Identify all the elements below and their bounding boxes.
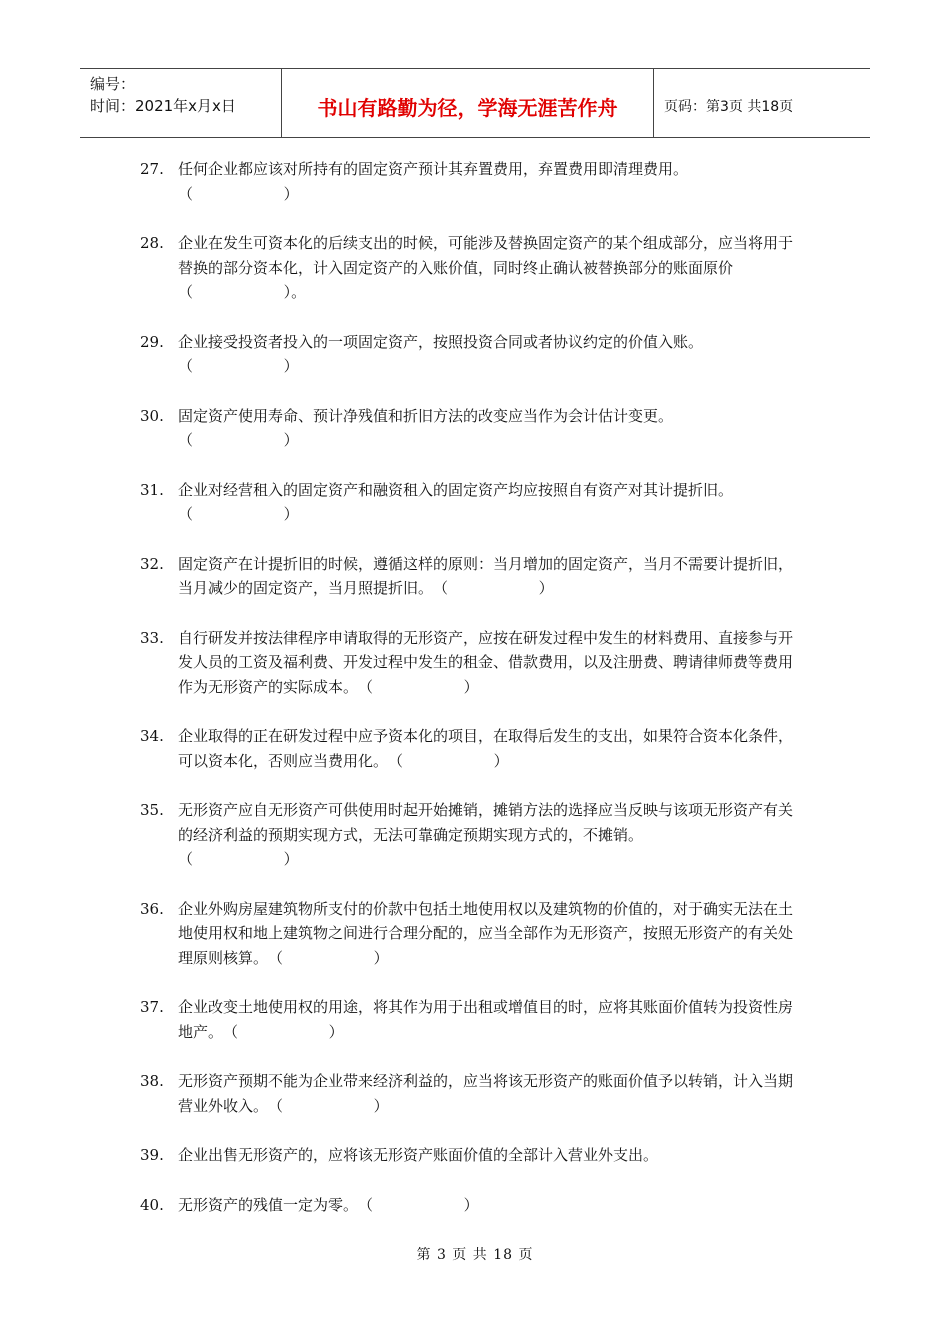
question-body	[178, 995, 800, 1044]
question-body	[178, 626, 800, 700]
page-footer: 第 3 页 共 18 页	[416, 1247, 534, 1263]
time-label: 时间：2021年x月x日	[90, 97, 236, 115]
question-number: 34.	[140, 727, 164, 745]
question-text: 任何企业都应该对所持有的固定资产预计其弃置费用，弃置费用即清理费用。	[178, 160, 689, 178]
answer-blank[interactable]: （ ）	[178, 184, 299, 203]
answer-blank[interactable]: （ ）	[178, 505, 299, 523]
question-text: 企业接受投资者投入的一项固定资产，按照投资合同或者协议约定的价值入账。	[178, 332, 704, 351]
question-text: 无形资产的残值一定为零。	[178, 1195, 359, 1214]
answer-blank[interactable]: （ ）	[268, 1096, 389, 1115]
answer-blank[interactable]: （ ）	[358, 1195, 479, 1214]
answer-blank[interactable]: （ ）	[433, 579, 554, 597]
answer-blank[interactable]: （ ）	[358, 677, 479, 696]
question-number: 29.	[140, 332, 164, 351]
question-text: 无形资产应自无形资产可供使用时起开始摊销，摊销方法的选择应当反映与该项无形资产有关的经济利益的预期实现方式，无法可靠确定预期实现方式的，不摊销。	[178, 801, 794, 844]
answer-blank[interactable]: （ ）	[178, 431, 299, 449]
question-text: 固定资产在计提折旧的时候，遵循这样的原则：当月增加的固定资产，当月不需要计提折旧，当月减少的固定资产，当月照提折旧。	[178, 554, 794, 597]
question-text: 企业外购房屋建筑物所支付的价款中包括土地使用权以及建筑物的价值的，对于确实无法在土地使用权和地上建筑物之间进行合理分配的，应当全部作为无形资产，按照无形资产的有关处理原则核算。	[178, 899, 794, 967]
question-number: 32.	[140, 554, 164, 573]
page-header	[80, 68, 870, 138]
question-number: 38.	[140, 1072, 164, 1090]
serial-label: 编号：	[90, 75, 136, 93]
question-item	[140, 626, 800, 700]
question-number: 31.	[140, 480, 164, 499]
question-item	[140, 552, 800, 601]
header-page-label: 页码：第3页 共18页	[664, 99, 794, 115]
question-item	[140, 897, 800, 971]
question-number: 39.	[140, 1146, 164, 1164]
question-body	[178, 724, 800, 773]
question-body	[178, 552, 800, 601]
question-number: 33.	[140, 628, 164, 647]
question-number: 36.	[140, 899, 164, 918]
question-item	[140, 798, 800, 872]
question-text: 无形资产预期不能为企业带来经济利益的，应当将该无形资产的账面价值予以转销，计入当期营业外收入。	[178, 1072, 794, 1115]
question-body	[178, 231, 800, 305]
answer-blank[interactable]: （ ）。	[178, 283, 307, 301]
question-text: 企业取得的正在研发过程中应予资本化的项目，在取得后发生的支出，如果符合资本化条件，可以资本化，否则应当费用化。	[178, 727, 794, 770]
question-item	[140, 404, 800, 453]
question-item	[140, 157, 800, 206]
answer-blank[interactable]: （ ）	[178, 357, 299, 375]
answer-blank[interactable]: （ ）	[223, 1022, 344, 1041]
answer-blank[interactable]: （ ）	[268, 948, 389, 967]
question-item	[140, 330, 800, 379]
question-number: 27.	[140, 160, 164, 178]
question-list	[140, 157, 800, 1242]
header-motto: 书山有路勤为径，学海无涯苦作舟	[282, 69, 654, 137]
question-item	[140, 995, 800, 1044]
question-body	[178, 798, 800, 872]
question-text: 企业在发生可资本化的后续支出的时候，可能涉及替换固定资产的某个组成部分，应当将用于替换的部分资本化，计入固定资产的入账价值，同时终止确认被替换部分的账面原价	[178, 234, 794, 277]
question-item	[140, 1069, 800, 1118]
question-item	[140, 1143, 800, 1168]
question-item	[140, 478, 800, 527]
question-body	[178, 1193, 800, 1218]
question-number: 35.	[140, 801, 164, 819]
question-number: 37.	[140, 998, 164, 1016]
question-text: 企业出售无形资产的，应将该无形资产账面价值的全部计入营业外支出。	[178, 1146, 659, 1164]
question-body	[178, 404, 800, 453]
question-item	[140, 1193, 800, 1218]
question-body	[178, 478, 800, 527]
question-text: 固定资产使用寿命、预计净残值和折旧方法的改变应当作为会计估计变更。	[178, 406, 674, 425]
question-body	[178, 157, 800, 206]
header-meta	[80, 69, 282, 137]
question-body	[178, 330, 800, 379]
question-number: 28.	[140, 234, 164, 252]
question-body	[178, 1069, 800, 1118]
question-body	[178, 1143, 800, 1168]
question-item	[140, 231, 800, 305]
question-number: 30.	[140, 406, 164, 425]
question-text: 自行研发并按法律程序申请取得的无形资产，应按在研发过程中发生的材料费用、直接参与开发人员的工资及福利费、开发过程中发生的租金、借款费用，以及注册费、聘请律师费等费用作为无形资产的实际成本。	[178, 628, 794, 696]
question-item	[140, 724, 800, 773]
answer-blank[interactable]: （ ）	[178, 850, 299, 868]
question-body	[178, 897, 800, 971]
question-text: 企业对经营租入的固定资产和融资租入的固定资产均应按照自有资产对其计提折旧。	[178, 480, 734, 499]
answer-blank[interactable]: （ ）	[388, 751, 509, 770]
question-number: 40.	[140, 1195, 164, 1214]
question-text: 企业改变土地使用权的用途，将其作为用于出租或增值目的时，应将其账面价值转为投资性房地产。	[178, 998, 794, 1041]
